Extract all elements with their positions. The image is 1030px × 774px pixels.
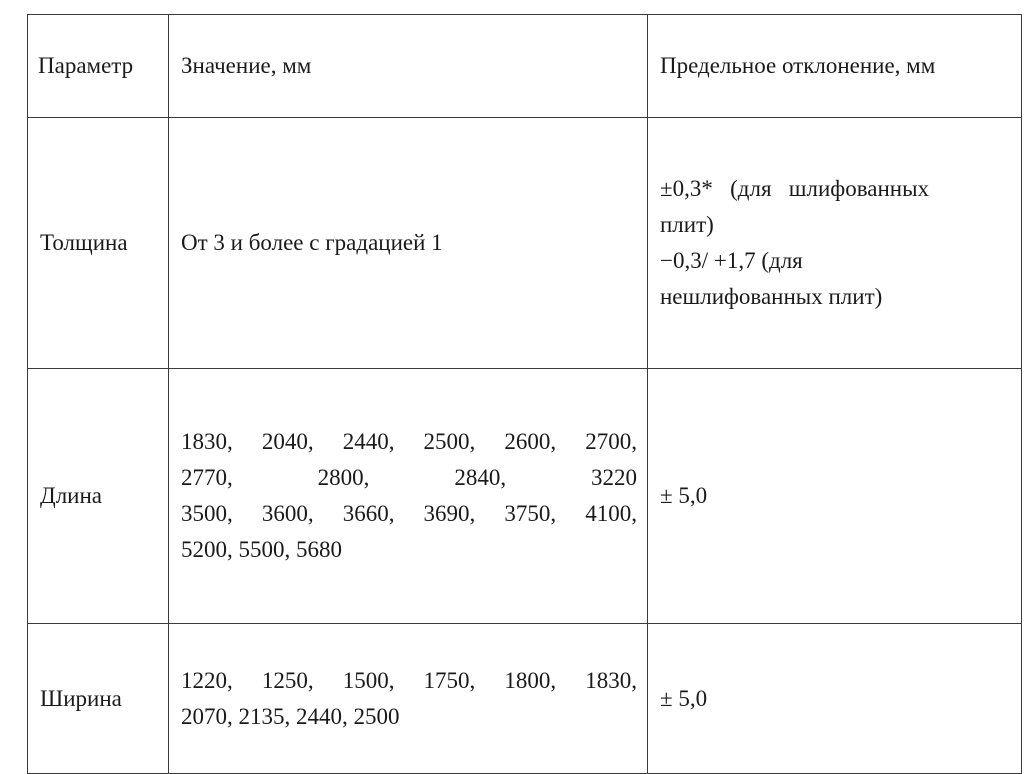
table-row-width: [28, 624, 1022, 774]
value-length: [169, 369, 648, 624]
table-row-thickness: [28, 118, 1022, 369]
dimensions-table: [27, 14, 1022, 774]
header-parameter: Параметр: [28, 15, 169, 118]
value-width-line-2: 2070, 2135, 2440, 2500: [181, 703, 400, 729]
deviation-thickness: [648, 118, 1022, 369]
deviation-length: ± 5,0: [648, 369, 1022, 624]
value-length-line-4: 5200, 5500, 5680: [181, 537, 342, 562]
header-value: Значение, мм: [169, 15, 648, 118]
value-width-line-1: 1220, 1250, 1500, 1750, 1800, 1830,: [181, 667, 637, 693]
header-deviation: Предельное отклонение, мм: [648, 15, 1022, 118]
param-width: Ширина: [28, 624, 169, 774]
deviation-width: ± 5,0: [648, 624, 1022, 774]
deviation-thickness-line-3: −0,3/ +1,7 (для: [660, 248, 803, 273]
value-width: [169, 624, 648, 774]
deviation-thickness-line-1: ±0,3* (для шлифованных: [660, 176, 930, 201]
param-thickness: Толщина: [28, 118, 169, 369]
value-length-line-2: 2770, 2800, 2840, 3220: [181, 465, 637, 490]
table-header-row: [28, 15, 1022, 118]
value-thickness: От 3 и более с градацией 1: [169, 118, 648, 369]
deviation-thickness-line-2: плит): [660, 212, 714, 237]
param-length: Длина: [28, 369, 169, 624]
deviation-thickness-line-4: нешлифованных плит): [660, 284, 883, 309]
value-length-line-1: 1830, 2040, 2440, 2500, 2600, 2700,: [181, 429, 637, 454]
value-length-line-3: 3500, 3600, 3660, 3690, 3750, 4100,: [181, 501, 637, 526]
table-row-length: [28, 369, 1022, 624]
